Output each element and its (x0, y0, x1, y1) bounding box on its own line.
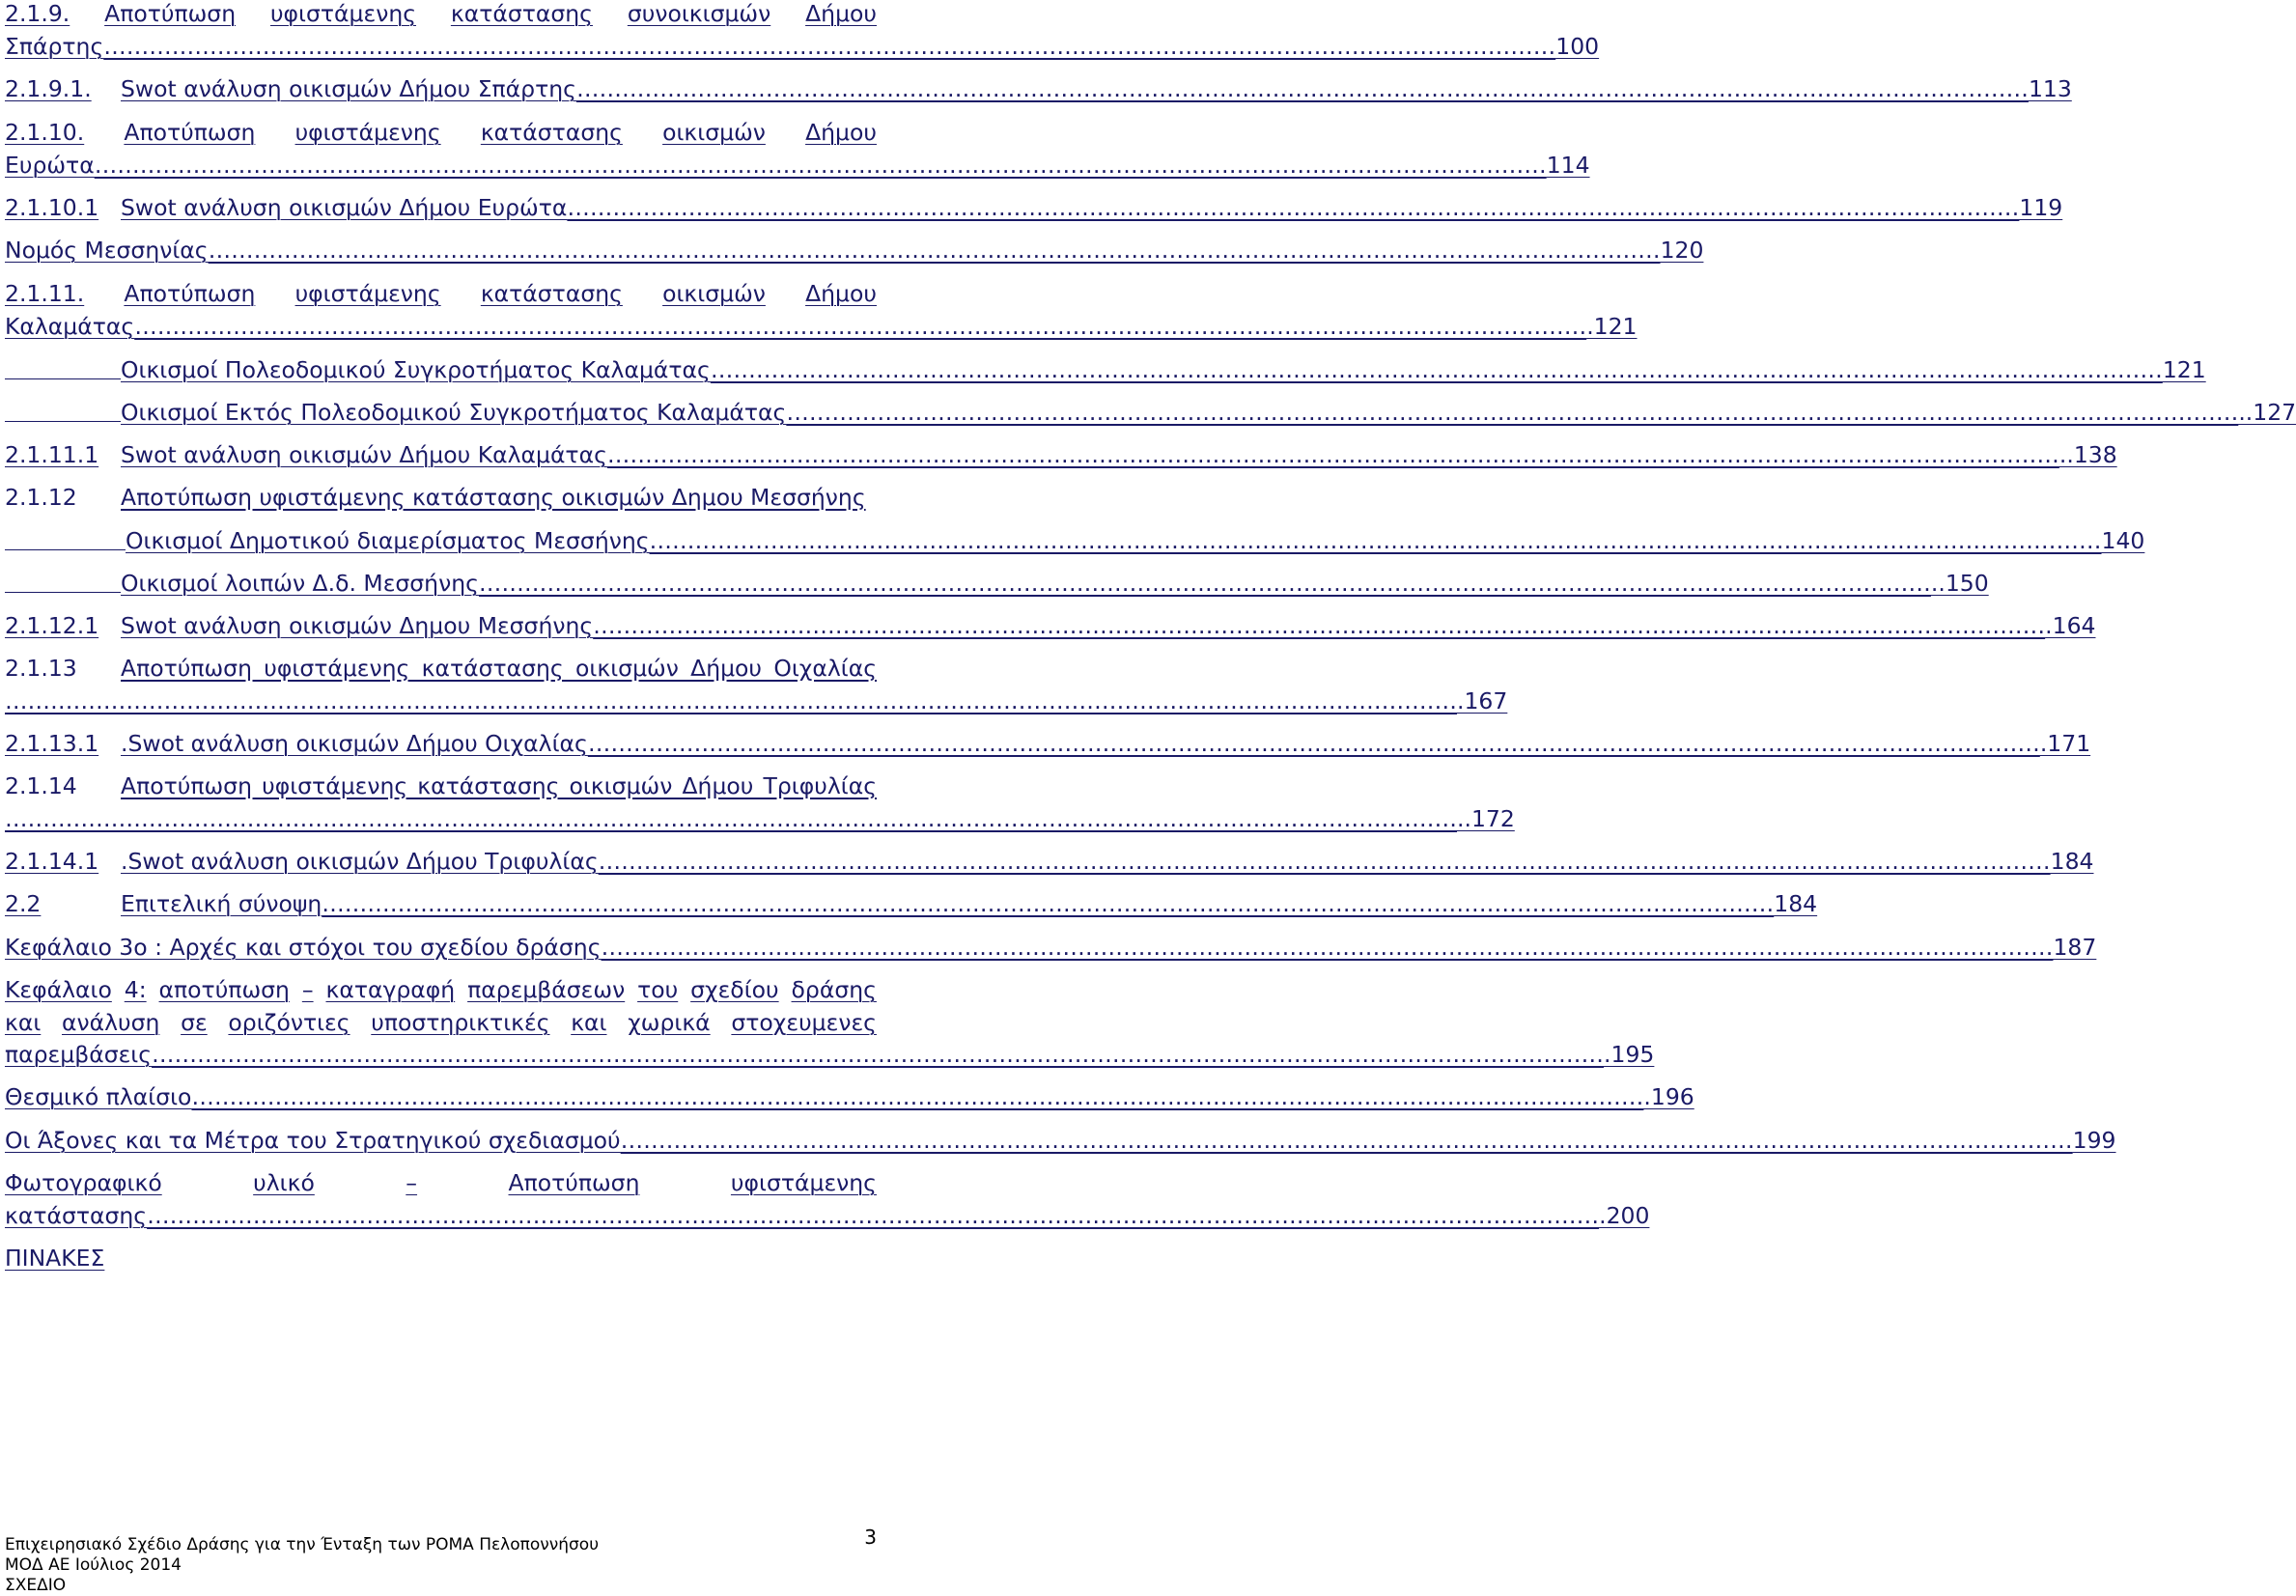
toc-entry-chapter-4-word: δράσης (791, 976, 877, 1003)
toc-entry-2-1-11-cont-page: .121 (1586, 313, 1638, 340)
toc-entry-2-1-10-word: 2.1.10. (5, 119, 85, 146)
toc-entry-2-1-10-word: υφιστάμενης (294, 119, 441, 146)
toc-entry-2-1-11-1-page: ..138 (2058, 441, 2117, 468)
toc-entry-2-1-13-1-page: .171 (2039, 730, 2091, 757)
toc-entry-2-1-14-1-page: 184 (2050, 848, 2094, 875)
toc-entry-2-1-12-1-number: 2.1.12.1 (5, 612, 99, 639)
toc-entry-2-1-14-cont (5, 801, 1515, 836)
toc-entry-2-2-page: 184 (1774, 890, 1818, 917)
toc-entry-2-1-11-word: υφιστάμενης (294, 280, 441, 307)
indent-rule (5, 592, 121, 593)
toc-entry-messini-municipal-page: 140 (2101, 527, 2145, 554)
toc-entry-2-1-14-title: Αποτύπωση υφιστάμενης κατάστασης οικισμών Δήμου Τριφυλίας (121, 772, 877, 799)
toc-entry-2-1-10 (5, 115, 877, 150)
toc-entry-chapter-4-line2-word: στοχευμενες (731, 1009, 877, 1036)
toc-entry-chapter-4-line2-word: σε (181, 1009, 208, 1036)
toc-entry-messini-municipal-leader: ………………………………………………………………………………………………………………………………………………………………………… (649, 527, 2102, 554)
toc-entry-2-1-12-number: 2.1.12 (5, 484, 77, 511)
toc-entry-kalamata-urban-leader: ………………………………………………………………………………………………………………………………………………………………………… (710, 356, 2163, 383)
indent-rule (5, 549, 126, 550)
toc-entry-2-1-14-1 (5, 844, 2094, 879)
indent-rule (5, 378, 121, 379)
toc-entry-2-1-9-word: υφιστάμενης (269, 0, 417, 27)
toc-entry-2-1-11-word: Δήμου (805, 280, 877, 307)
toc-entry-messini-municipal-title: Οικισμοί Δημοτικού διαμερίσματος Μεσσήνης (126, 527, 650, 554)
toc-entry-chapter-4-line2-word: οριζόντιες (228, 1009, 350, 1036)
toc-entry-photographic-material-cont-title: κατάστασης (5, 1202, 148, 1229)
toc-entry-kalamata-other-title: Οικισμοί Εκτός Πολεοδομικού Συγκροτήματος Καλαμάτας (121, 399, 787, 426)
toc-entry-strategic-axes-title: Οι Άξονες και τα Μέτρα του Στρατηγικού σχεδιασμού (5, 1127, 621, 1154)
toc-entry-institutional-framework-page: .196 (1643, 1083, 1694, 1110)
toc-entry-institutional-framework-title: Θεσμικό πλαίσιο (5, 1083, 192, 1110)
toc-entry-2-1-10-1-number: 2.1.10.1 (5, 194, 99, 221)
toc-entry-photographic-material-word: – (406, 1169, 418, 1196)
toc-entry-chapter-4-word: σχεδίου (690, 976, 779, 1003)
toc-entry-2-1-9-1-leader: ………………………………………………………………………………………………………………………………………………………………………… (575, 75, 2029, 102)
toc-entry-2-1-13-1-number: 2.1.13.1 (5, 730, 99, 757)
toc-entry-chapter-4-word: 4: (124, 976, 147, 1003)
toc-entry-messini-other-leader: ………………………………………………………………………………………………………………………………………………………………………… (478, 570, 1931, 597)
toc-entry-chapter-3-page: 187 (2053, 934, 2097, 961)
toc-entry-2-1-9-1-number: 2.1.9.1. (5, 75, 92, 102)
toc-entry-kalamata-urban-title: Οικισμοί Πολεοδομικού Συγκροτήματος Καλαμάτας (121, 356, 711, 383)
toc-entry-2-1-9-cont (5, 29, 1600, 64)
toc-entry-2-1-9 (5, 0, 877, 31)
toc-entry-2-1-10-cont-title: Ευρώτα (5, 152, 95, 179)
toc-entry-2-1-12-1-leader: ………………………………………………………………………………………………………………………………………………………………………… (593, 612, 2046, 639)
toc-entry-chapter-4-line2-word: υποστηρικτικές (371, 1009, 550, 1036)
toc-entry-2-1-9-word: συνοικισμών (627, 0, 771, 27)
toc-entry-2-1-11-word: κατάστασης (480, 280, 623, 307)
footer-organization-date: ΜΟΔ ΑΕ Ιούλιος 2014 (5, 1555, 182, 1575)
toc-entry-2-1-13-1 (5, 726, 2091, 761)
toc-entry-chapter-4-cont-title: παρεμβάσεις (5, 1041, 153, 1068)
toc-entry-2-1-11-cont-title: Καλαμάτας (5, 313, 135, 340)
toc-entry-chapter-4 (5, 972, 877, 1007)
toc-entry-chapter-4-word: παρεμβάσεων (467, 976, 626, 1003)
toc-entry-photographic-material (5, 1165, 877, 1200)
toc-entry-2-1-14-1-number: 2.1.14.1 (5, 848, 99, 875)
toc-entry-2-1-13-number: 2.1.13 (5, 655, 77, 682)
toc-entry-2-1-11-1-number: 2.1.11.1 (5, 441, 99, 468)
toc-entry-2-1-13-cont-page: .167 (1457, 687, 1508, 714)
toc-entry-kalamata-other-page: ..127 (2238, 399, 2296, 426)
toc-entry-photographic-material-cont-page: .200 (1599, 1202, 1650, 1229)
toc-entry-2-1-10-word: κατάστασης (480, 119, 623, 146)
toc-entry-photographic-material-word: υφιστάμενης (730, 1169, 877, 1196)
toc-entry-2-1-11-word: Αποτύπωση (124, 280, 256, 307)
toc-entry-tables (5, 1241, 104, 1275)
toc-entry-2-1-11-cont-leader: ………………………………………………………………………………………………………………………………………………………………………… (134, 313, 1587, 340)
toc-entry-2-1-11-1 (5, 437, 2117, 472)
toc-entry-2-1-11-1-leader: ………………………………………………………………………………………………………………………………………………………………………… (606, 441, 2059, 468)
toc-entry-2-2-leader: ………………………………………………………………………………………………………………………………………………………………………… (322, 890, 1775, 917)
toc-entry-photographic-material-word: Φωτογραφικό (5, 1169, 162, 1196)
toc-entry-2-1-14-cont-page: ..172 (1457, 805, 1515, 832)
toc-entry-2-1-14 (5, 769, 877, 803)
toc-entry-2-1-13 (5, 651, 877, 686)
toc-entry-2-1-10-word: Αποτύπωση (124, 119, 256, 146)
toc-entry-2-1-10-1-title: Swot ανάλυση οικισμών Δήμου Ευρώτα (121, 194, 568, 221)
toc-entry-messini-other (121, 566, 1989, 601)
toc-entry-2-1-12-1-page: .164 (2045, 612, 2096, 639)
toc-entry-chapter-4-line2-word: και (571, 1009, 607, 1036)
toc-entry-2-1-10-word: Δήμου (805, 119, 877, 146)
toc-entry-2-1-14-cont-leader: ………………………………………………………………………………………………………………………………………………………………………… (5, 805, 1457, 832)
toc-entry-strategic-axes-page: 199 (2072, 1127, 2116, 1154)
toc-entry-2-1-9-word: 2.1.9. (5, 0, 70, 27)
toc-entry-2-1-11-word: οικισμών (662, 280, 766, 307)
toc-entry-2-1-9-word: Αποτύπωση (104, 0, 237, 27)
toc-entry-chapter-4-word: – (301, 976, 314, 1003)
toc-entry-chapter-3-leader: ………………………………………………………………………………………………………………………………………………………………………… (601, 934, 2054, 961)
toc-entry-2-1-9-cont-page: 100 (1555, 33, 1600, 60)
toc-entry-messinia (5, 233, 1704, 267)
toc-entry-chapter-4-line2-word: χωρικά (628, 1009, 711, 1036)
toc-entry-chapter-4-word: αποτύπωση (158, 976, 290, 1003)
toc-entry-tables-title: ΠΙΝΑΚΕΣ (5, 1245, 105, 1272)
footer-status: ΣΧΕΔΙΟ (5, 1576, 67, 1595)
toc-entry-kalamata-urban (121, 352, 2206, 387)
toc-entry-chapter-3-title: Κεφάλαιο 3ο : Αρχές και στόχοι του σχεδίου δράσης (5, 934, 602, 961)
toc-entry-chapter-4-line2-word: και (5, 1009, 42, 1036)
toc-entry-kalamata-other (121, 395, 2296, 430)
toc-entry-2-1-9-1 (5, 71, 2072, 106)
toc-entry-2-1-10-1 (5, 190, 2063, 225)
toc-entry-2-1-9-1-title: Swot ανάλυση οικισμών Δήμου Σπάρτης (121, 75, 576, 102)
toc-entry-chapter-4-cont-page: .195 (1604, 1041, 1655, 1068)
toc-entry-2-1-9-cont-leader: ………………………………………………………………………………………………………………………………………………………………………… (103, 33, 1556, 60)
toc-entry-2-1-13-1-leader: ………………………………………………………………………………………………………………………………………………………………………… (587, 730, 2040, 757)
toc-entry-2-1-14-1-leader: ………………………………………………………………………………………………………………………………………………………………………… (598, 848, 2051, 875)
toc-entry-2-1-9-word: κατάστασης (450, 0, 593, 27)
toc-entry-2-1-12 (5, 480, 877, 515)
indent-rule (5, 421, 121, 422)
toc-entry-institutional-framework (5, 1079, 1694, 1114)
toc-entry-2-1-10-cont-page: 114 (1546, 152, 1590, 179)
toc-entry-chapter-4-word: Κεφάλαιο (5, 976, 112, 1003)
page-footer (5, 1535, 877, 1596)
toc-entry-photographic-material-word: Αποτύπωση (508, 1169, 640, 1196)
toc-entry-photographic-material-word: υλικό (253, 1169, 315, 1196)
toc-entry-chapter-4-line2-word: ανάλυση (62, 1009, 160, 1036)
toc-entry-2-1-14-1-title: .Swot ανάλυση οικισμών Δήμου Τριφυλίας (121, 848, 599, 875)
toc-entry-2-1-10-word: οικισμών (662, 119, 766, 146)
toc-entry-messini-municipal (126, 523, 2145, 558)
toc-entry-2-1-13-cont-leader: ………………………………………………………………………………………………………………………………………………………………………… (5, 687, 1457, 714)
toc-entry-kalamata-other-leader: ………………………………………………………………………………………………………………………………………………………………………… (786, 399, 2239, 426)
toc-entry-messinia-title: Νομός Μεσσηνίας (5, 237, 209, 264)
toc-entry-chapter-3 (5, 930, 2097, 965)
toc-entry-2-2-title: Επιτελική σύνοψη (121, 890, 322, 917)
toc-entry-2-1-12-1 (5, 608, 2096, 643)
page-number: 3 (864, 1526, 877, 1549)
toc-entry-messinia-leader: ………………………………………………………………………………………………………………………………………………………………………… (208, 237, 1661, 264)
toc-entry-2-1-10-1-page: 119 (2019, 194, 2063, 221)
toc-entry-photographic-material-cont (5, 1198, 1650, 1233)
toc-entry-2-1-9-cont-title: Σπάρτης (5, 33, 104, 60)
toc-entry-2-1-10-1-leader: ………………………………………………………………………………………………………………………………………………………………………… (567, 194, 2020, 221)
toc-entry-2-1-10-cont-leader: ………………………………………………………………………………………………………………………………………………………………………… (94, 152, 1547, 179)
toc-entry-2-1-10-cont (5, 148, 1590, 182)
toc-entry-chapter-4-line2 (5, 1005, 877, 1040)
toc-entry-strategic-axes (5, 1123, 2116, 1158)
footer-title: Επιχειρησιακό Σχέδιο Δράσης για την Ένταξη των ΡΟΜΑ Πελοποννήσου (5, 1535, 600, 1554)
toc-entry-messini-other-title: Οικισμοί λοιπών Δ.δ. Μεσσήνης (121, 570, 479, 597)
toc-entry-2-1-9-1-page: 113 (2028, 75, 2072, 102)
toc-entry-2-1-14-number: 2.1.14 (5, 772, 77, 799)
toc-entry-messini-other-page: ..150 (1930, 570, 1989, 597)
toc-entry-chapter-4-word: καταγραφή (325, 976, 456, 1003)
toc-entry-2-2-number: 2.2 (5, 890, 42, 917)
toc-entry-2-1-13-title: Αποτύπωση υφιστάμενης κατάστασης οικισμών Δήμου Οιχαλίας (121, 655, 877, 682)
toc-entry-2-1-11 (5, 276, 877, 311)
toc-entry-2-1-9-word: Δήμου (805, 0, 877, 27)
toc-entry-institutional-framework-leader: ………………………………………………………………………………………………………………………………………………………………………… (191, 1083, 1644, 1110)
toc-entry-2-1-11-1-title: Swot ανάλυση οικισμών Δήμου Καλαμάτας (121, 441, 607, 468)
toc-entry-messinia-page: 120 (1660, 237, 1704, 264)
toc-entry-2-1-12-title: Αποτύπωση υφιστάμενης κατάστασης οικισμών Δημου Μεσσήνης (121, 484, 866, 511)
toc-entry-2-2 (5, 886, 1818, 921)
toc-entry-strategic-axes-leader: ………………………………………………………………………………………………………………………………………………………………………… (620, 1127, 2073, 1154)
toc-entry-kalamata-urban-page: 121 (2162, 356, 2206, 383)
toc-entry-chapter-4-cont-leader: ………………………………………………………………………………………………………………………………………………………………………… (152, 1041, 1605, 1068)
toc-entry-2-1-11-word: 2.1.11. (5, 280, 85, 307)
toc-entry-photographic-material-cont-leader: ………………………………………………………………………………………………………………………………………………………………………… (147, 1202, 1600, 1229)
toc-entry-2-1-12-1-title: Swot ανάλυση οικισμών Δημου Μεσσήνης (121, 612, 594, 639)
toc-entry-chapter-4-cont (5, 1037, 1655, 1072)
toc-entry-chapter-4-word: του (637, 976, 679, 1003)
toc-entry-2-1-13-cont (5, 684, 1508, 718)
toc-entry-2-1-11-cont (5, 309, 1638, 344)
toc-entry-2-1-13-1-title: .Swot ανάλυση οικισμών Δήμου Οιχαλίας (121, 730, 588, 757)
